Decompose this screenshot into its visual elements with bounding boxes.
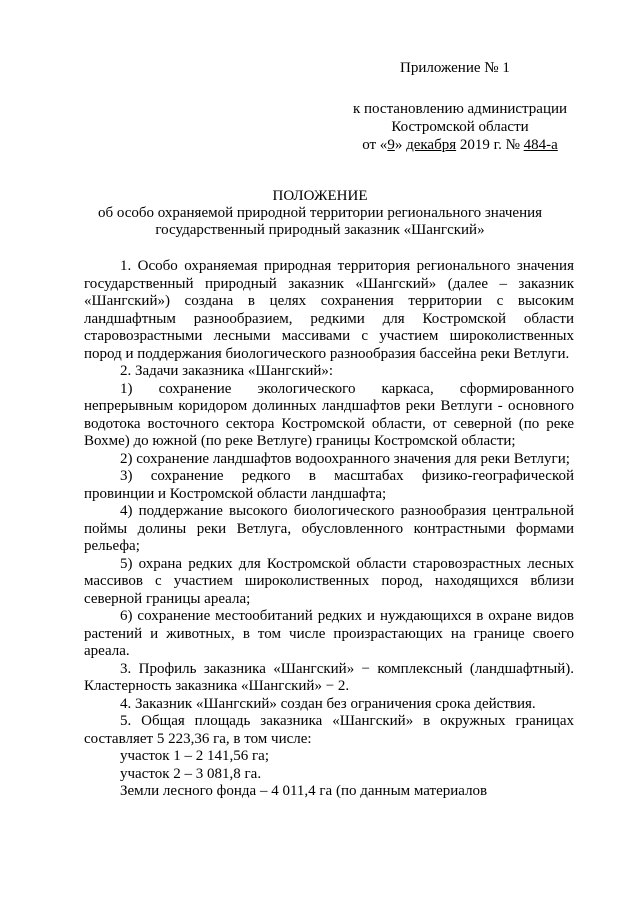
- area-plot-1: участок 1 – 2 141,56 га;: [120, 748, 269, 764]
- approval-line-1: к постановлению администрации: [352, 101, 568, 117]
- document-number: 484-а: [523, 137, 558, 153]
- appendix-header: [380, 60, 600, 78]
- title-line-2: государственный природный заказник «Шангский»: [155, 222, 485, 238]
- title-line-1: об особо охраняемой природной территории регионального значения: [97, 205, 543, 221]
- paragraph-4: 4. Заказник «Шангский» создан без ограничения срока действия.: [120, 695, 536, 712]
- area-plot-2: участок 2 – 3 081,8 га.: [120, 765, 262, 782]
- date-year: 2019 г. №: [456, 137, 524, 153]
- approval-line-2: Костромской области: [391, 119, 529, 135]
- date-day: 9: [387, 137, 395, 153]
- forest-fund-line: Земли лесного фонда – 4 011,4 га (по данным материалов: [120, 783, 488, 799]
- task-item-1: 1) сохранение экологического каркаса, сформированного непрерывным коридором долинных ландшафтов реки Ветлуги - основного водотока восточного сектора Костромской области, от северной (по реке Вохме) до южной (по реке Ветлуге) границы Костромской области;: [84, 380, 574, 449]
- date-prefix: от «: [362, 137, 388, 153]
- paragraph-1: 1. Особо охраняемая природная территория регионального значения государственный природный заказник «Шангский» (далее – заказник «Шангский») создана в целях сохранения территории с высоким ландшафтным разнообразием, редкими для Костромской области старовозрастными лесными массивами с участием широколиственных пород и поддержания биологического разнообразия бассейна реки Ветлуги.: [84, 258, 574, 362]
- date-mid: »: [394, 137, 407, 153]
- approval-date-line: [340, 136, 580, 154]
- date-month: декабря: [406, 137, 457, 153]
- document-body: [84, 258, 574, 801]
- task-item-5: 5) охрана редких для Костромской области старовозрастных лесных массивов с участием широколиственных пород, находящихся вблизи северной границы ареала;: [84, 555, 574, 607]
- task-item-3: 3) сохранение редкого в масштабах физико-географической провинции и Костромской области ландшафта;: [84, 468, 574, 502]
- appendix-title: Приложение № 1: [400, 60, 510, 76]
- approval-block: [340, 100, 580, 154]
- task-item-2: 2) сохранение ландшафтов водоохранного значения для реки Ветлуги;: [120, 450, 570, 467]
- paragraph-2: 2. Задачи заказника «Шангский»:: [120, 363, 334, 379]
- task-item-6: 6) сохранение местообитаний редких и нуждающихся в охране видов растений и животных, в том числе произрастающих на границе своего ареала.: [84, 608, 574, 659]
- title-heading: ПОЛОЖЕНИЕ: [272, 188, 368, 204]
- task-item-4: 4) поддержание высокого биологического разнообразия центральной поймы долины реки Ветлуга, обусловленного контрастными формами рельефа;: [84, 503, 574, 554]
- paragraph-5: 5. Общая площадь заказника «Шангский» в окружных границах составляет 5 223,36 га, в том числе:: [84, 713, 574, 747]
- paragraph-3: 3. Профиль заказника «Шангский» − комплексный (ландшафтный). Кластерность заказника «Шангский» − 2.: [84, 660, 574, 694]
- document-title: [70, 188, 570, 239]
